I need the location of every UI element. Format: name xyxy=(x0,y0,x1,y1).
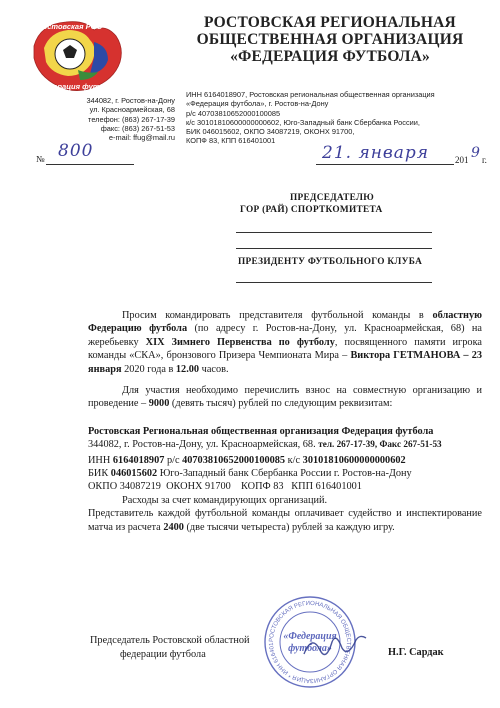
doc-number-handwritten: 800 xyxy=(58,141,94,161)
requisites-line: к/с 30101810600000000602, Юго-Западный банк Сбербанка России, xyxy=(186,117,420,127)
stamp-ring-text: РОСТОВСКАЯ РЕГИОНАЛЬНАЯ ОБЩЕСТВЕННАЯ ОРГАНИЗАЦИЯ * ИНН 616401 xyxy=(268,600,352,684)
contact-street: ул. Красноармейская, 68 xyxy=(89,105,175,115)
title-line: «ФЕДЕРАЦИЯ ФУТБОЛА» xyxy=(230,48,430,65)
paragraph-account: ИНН 6164018907 р/с 40703810652000100085 к/с 30101810600000000602 xyxy=(88,454,406,466)
signatory-name: Н.Г. Сардак xyxy=(388,647,444,658)
requisites-line: ИНН 6164018907, Ростовская региональная общественная организация xyxy=(186,90,435,99)
paragraph-payee: Ростовская Региональная общественная организация Федерация футбола 344082, г. Ростов-на-Дону, ул. Красноармейская, 68. тел. 267-17-39, Факс 267-51-53 xyxy=(88,425,442,451)
title-line: ОБЩЕСТВЕННАЯ ОРГАНИЗАЦИЯ xyxy=(196,31,464,48)
letter-body xyxy=(88,309,482,534)
doc-date-handwritten: 21. января xyxy=(322,143,430,163)
paragraph-expenses: Расходы за счет командирующих организаций. xyxy=(122,494,328,506)
addressee-blank-line xyxy=(236,232,432,233)
contact-fax: факс: (863) 267-51-53 xyxy=(100,123,175,133)
doc-year-handwritten: 9 xyxy=(471,145,481,161)
contact-email: e-mail: ffug@mail.ru xyxy=(108,133,175,143)
doc-number-label: № xyxy=(36,154,45,164)
federation-logo xyxy=(28,18,128,94)
signatory-title-line2: федерации футбола xyxy=(120,649,206,660)
logo-arc-bottom: Федерация футбола xyxy=(38,82,118,91)
paragraph-bank: БИК 046015602 Юго-Западный банк Сбербанка России г. Ростов-на-Дону xyxy=(88,468,412,480)
paragraph-codes: ОКПО 34087219 ОКОНХ 91700 КОПФ 83 КПП 616401001 xyxy=(88,481,362,493)
addressee-blank-line xyxy=(236,282,432,283)
addressee-blank-line xyxy=(236,248,432,249)
title-line: РОСТОВСКАЯ РЕГИОНАЛЬНАЯ xyxy=(204,14,456,31)
doc-number-line xyxy=(46,164,134,165)
paragraph-referee-fee: Представитель каждой футбольной команды оплачивает судейство и инспектирование матча из расчета 2400 (две тысячи четыреста) рублей за каждую игру. xyxy=(88,508,482,533)
paragraph-invitation: Просим командировать представителя футбольной команды в областную Федерацию футбола (по адресу г. Ростов-на-Дону, ул. Красноармейская, 68) на жеребьевку XIX Зимнего Первенства по футболу, посвященного памяти игрока команды «СКА», бронзового Призера Чемпионата Мира – Виктора ГЕТМАНОВА – 23 января 2020 года в 12.00 часов. xyxy=(88,310,482,375)
requisites-line: «Федерация футбола», г. Ростов-на-Дону xyxy=(186,99,329,109)
addressee-sportcommittee: ГОР (РАЙ) СПОРТКОМИТЕТА xyxy=(240,205,383,215)
requisites-line: КОПФ 83, КПП 616401001 xyxy=(186,136,276,146)
stamp-center-bottom: футбола» xyxy=(288,643,332,654)
bank-requisites-block xyxy=(186,90,496,146)
handwritten-signature xyxy=(300,628,370,664)
contact-address: 344082, г. Ростов-на-Дону xyxy=(86,96,175,105)
contact-phone: телефон: (863) 267-17-39 xyxy=(88,114,175,124)
paragraph-fee: Для участия необходимо перечислить взнос на совместную организацию и проведение – 9000 (девять тысяч) рублей по следующим реквизитам: xyxy=(88,385,482,410)
addressee-chairman: ПРЕДСЕДАТЕЛЮ xyxy=(290,193,374,203)
logo-arc-top: Ростовская РОО xyxy=(37,22,103,31)
requisites-line: БИК 046015602, ОКПО 34087219, ОКОНХ 91700, xyxy=(186,127,355,137)
doc-date-line xyxy=(316,164,454,165)
signatory-title-line1: Председатель Ростовской областной xyxy=(90,635,250,646)
requisites-line: р/с 40703810652000100085 xyxy=(186,108,281,118)
contact-block xyxy=(0,96,175,142)
addressee-club-president: ПРЕЗИДЕНТУ ФУТБОЛЬНОГО КЛУБА xyxy=(238,257,423,267)
stamp-center-top: «Федерация xyxy=(283,631,337,642)
doc-year-prefix: 201 xyxy=(455,155,469,165)
doc-year-end: г. xyxy=(482,155,487,165)
organization-title xyxy=(160,14,500,65)
